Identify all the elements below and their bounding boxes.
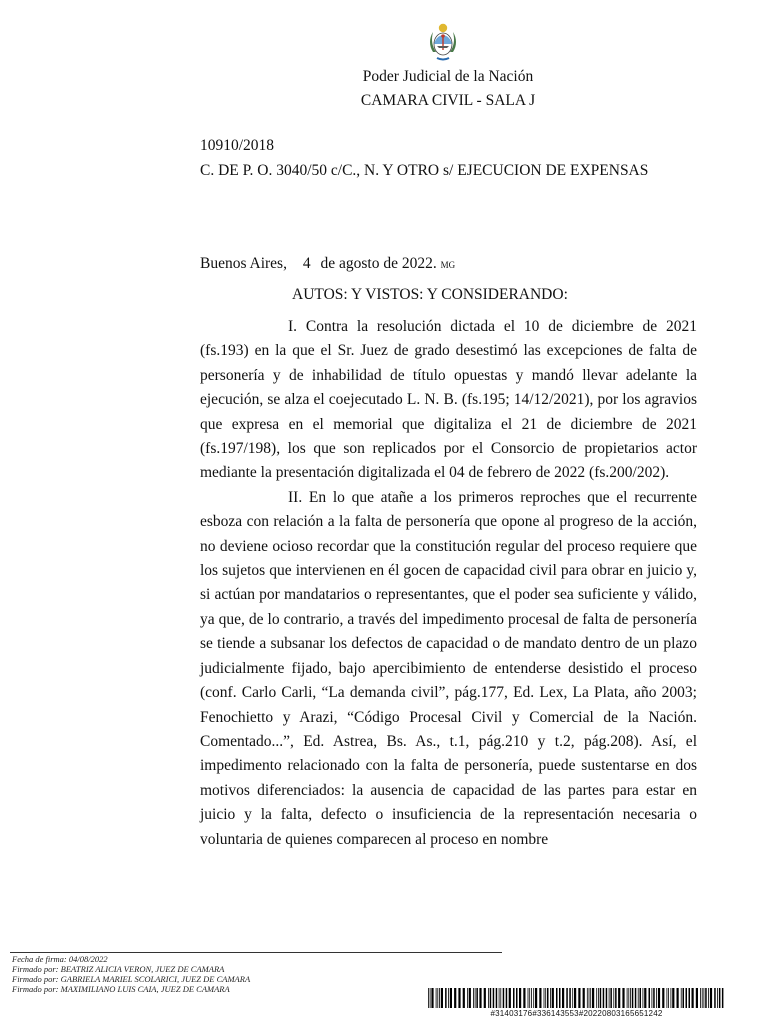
date-day: 4 [302, 255, 311, 272]
signer: Firmado por: BEATRIZ ALICIA VERON, JUEZ DE CAMARA [12, 964, 225, 974]
signature-divider [10, 952, 502, 953]
case-title: C. DE P. O. 3040/50 c/C., N. Y OTRO s/ EJECUCION DE EXPENSAS [200, 162, 649, 179]
file-number: 10910/2018 [200, 137, 275, 154]
court-name: CAMARA CIVIL - SALA J [360, 92, 536, 109]
institution-name: Poder Judicial de la Nación [362, 68, 534, 85]
date-line [200, 255, 455, 273]
section-heading: AUTOS: Y VISTOS: Y CONSIDERANDO: [292, 286, 568, 303]
barcode-number: #31403176#336143553#20220803165651242 [490, 1009, 663, 1018]
paragraph-2: II. En lo que atañe a los primeros reproches que el recurrente esboza con relación a la falta de personería que opone al progreso de la acción, no deviene ocioso recordar que la constitución regular del proceso requiere que los sujetos que intervienen en él gocen de capacidad civil para obrar en juicio y, si actúan por mandatarios o representantes, que el poder sea suficiente y válido, ya que, de lo contrario, a través del impedimento procesal de falta de personería se tiende a subsanar los defectos de capacidad o de mandato dentro de un plazo judicialmente fijado, bajo apercibimiento de entenderse desistido el proceso (conf. Carlo Carli, “La demanda civil”, pág.177, Ed. Lex, La Plata, año 2003; Fenochietto y Arazi, “Código Procesal Civil y Comercial de la Nación. Comentado...”, Ed. Astrea, Bs. As., t.1, pág.210 y t.2, pág.208). Así, el impedimento relacionado con la falta de personería, puede sustentarse en dos motivos diferenciados: la ausencia de capacidad de las partes para estar en juicio y la falta, defecto o insuficiencia de la representación necesaria o voluntaria de quienes comparecen al proceso en nombre [200, 488, 697, 848]
signer: Firmado por: MAXIMILIANO LUIS CAIA, JUEZ DE CAMARA [12, 984, 230, 994]
argentina-coat-of-arms-icon [427, 22, 459, 66]
date-rest: de agosto de 2022. [320, 255, 437, 272]
signer: Firmado por: GABRIELA MARIEL SCOLARICI, JUEZ DE CAMARA [12, 974, 251, 984]
clerk-initials: MG [440, 260, 456, 270]
date-place: Buenos Aires, [200, 255, 287, 272]
paragraph-1: I. Contra la resolución dictada el 10 de diciembre de 2021 (fs.193) en la que el Sr. Juez de grado desestimó las excepciones de falta de personería y de inhabilidad de título opuestas y mandó llevar adelante la ejecución, se alza el coejecutado L. N. B. (fs.195; 14/12/2021), por los agravios que expresa en el memorial que digitaliza el 21 de diciembre de 2021 (fs.197/198), los que son replicados por el Consorcio de propietarios actor mediante la presentación digitalizada el 04 de febrero de 2022 (fs.200/202). [200, 318, 697, 482]
signature-block [12, 954, 250, 994]
barcode-icon [428, 988, 725, 1008]
document-body [200, 315, 697, 852]
signature-date: Fecha de firma: 04/08/2022 [12, 954, 108, 964]
